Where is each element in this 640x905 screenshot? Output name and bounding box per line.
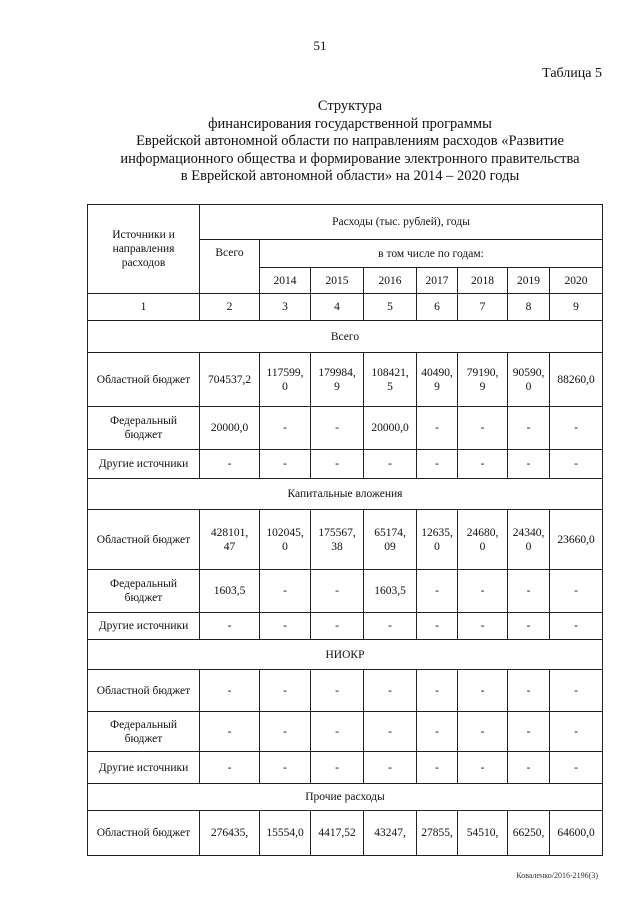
row-value: 24680, 0 <box>458 510 508 570</box>
financing-table <box>87 204 603 856</box>
row-value: 4417,52 <box>311 811 364 856</box>
table-row <box>88 450 603 479</box>
row-value: - <box>364 613 417 640</box>
row-value: - <box>550 450 603 479</box>
row-value: - <box>417 570 458 613</box>
row-value: - <box>311 570 364 613</box>
table-row <box>88 670 603 712</box>
row-source: Другие источники <box>88 450 200 479</box>
title-line: Структура <box>317 98 383 114</box>
row-source: Федеральный бюджет <box>88 570 200 613</box>
column-number: 4 <box>311 294 364 321</box>
row-value: - <box>458 450 508 479</box>
header-year: 2020 <box>550 268 603 294</box>
table-row <box>88 712 603 752</box>
column-number: 1 <box>88 294 200 321</box>
row-value: - <box>200 712 260 752</box>
document-title <box>80 98 620 186</box>
row-value: 179984, 9 <box>311 353 364 407</box>
row-value: - <box>508 752 550 784</box>
row-value: - <box>417 450 458 479</box>
table-row <box>88 752 603 784</box>
row-source: Областной бюджет <box>88 353 200 407</box>
title-line: Еврейской автономной области по направлениям расходов «Развитие <box>136 133 564 149</box>
column-number: 8 <box>508 294 550 321</box>
row-value: - <box>550 670 603 712</box>
table-row <box>88 613 603 640</box>
row-value: - <box>458 670 508 712</box>
row-value: - <box>200 752 260 784</box>
row-value: - <box>260 712 311 752</box>
row-value: 64600,0 <box>550 811 603 856</box>
table-row <box>88 353 603 407</box>
header-by-years: в том числе по годам: <box>260 240 603 268</box>
row-value: - <box>550 407 603 450</box>
table-row <box>88 510 603 570</box>
row-value: 12635, 0 <box>417 510 458 570</box>
row-value: - <box>260 752 311 784</box>
section-title: НИОКР <box>88 640 603 670</box>
row-source: Федеральный бюджет <box>88 712 200 752</box>
section-title: Капитальные вложения <box>88 479 603 510</box>
header-year: 2015 <box>311 268 364 294</box>
title-line: финансирования государственной программы <box>208 115 492 132</box>
row-value: - <box>200 613 260 640</box>
row-source: Областной бюджет <box>88 670 200 712</box>
column-number: 7 <box>458 294 508 321</box>
row-source: Областной бюджет <box>88 510 200 570</box>
row-value: - <box>311 752 364 784</box>
header-year: 2016 <box>364 268 417 294</box>
row-value: - <box>200 450 260 479</box>
row-value: - <box>550 613 603 640</box>
row-value: - <box>417 613 458 640</box>
row-value: - <box>458 570 508 613</box>
header-year: 2017 <box>417 268 458 294</box>
row-value: 15554,0 <box>260 811 311 856</box>
row-value: - <box>458 407 508 450</box>
row-value: - <box>311 407 364 450</box>
row-value: - <box>364 670 417 712</box>
row-value: 175567, 38 <box>311 510 364 570</box>
row-value: - <box>260 450 311 479</box>
row-value: - <box>364 752 417 784</box>
row-value: - <box>364 450 417 479</box>
row-value: 27855, <box>417 811 458 856</box>
row-value: - <box>508 670 550 712</box>
row-value: 54510, <box>458 811 508 856</box>
row-value: - <box>311 712 364 752</box>
row-source: Другие источники <box>88 752 200 784</box>
column-number: 6 <box>417 294 458 321</box>
header-year: 2018 <box>458 268 508 294</box>
row-value: 43247, <box>364 811 417 856</box>
row-value: - <box>458 712 508 752</box>
row-value: - <box>550 570 603 613</box>
header-total: Всего <box>200 240 260 294</box>
table-row <box>88 570 603 613</box>
header-year: 2019 <box>508 268 550 294</box>
row-value: - <box>508 407 550 450</box>
row-value: 20000,0 <box>200 407 260 450</box>
row-value: - <box>417 670 458 712</box>
column-number: 2 <box>200 294 260 321</box>
row-source: Федеральный бюджет <box>88 407 200 450</box>
row-value: - <box>508 450 550 479</box>
row-value: 704537,2 <box>200 353 260 407</box>
row-value: - <box>508 712 550 752</box>
section-title: Всего <box>88 321 603 353</box>
row-value: 428101, 47 <box>200 510 260 570</box>
row-value: 117599, 0 <box>260 353 311 407</box>
row-value: - <box>458 613 508 640</box>
row-value: - <box>311 450 364 479</box>
row-source: Областной бюджет <box>88 811 200 856</box>
header-year: 2014 <box>260 268 311 294</box>
column-number: 9 <box>550 294 603 321</box>
row-value: - <box>260 570 311 613</box>
row-value: 108421, 5 <box>364 353 417 407</box>
row-value: 79190, 9 <box>458 353 508 407</box>
row-value: 40490, 9 <box>417 353 458 407</box>
column-number: 5 <box>364 294 417 321</box>
row-value: 23660,0 <box>550 510 603 570</box>
header-sources: Источники и направления расходов <box>88 205 200 294</box>
row-value: 90590, 0 <box>508 353 550 407</box>
row-value: - <box>364 712 417 752</box>
row-value: 24340, 0 <box>508 510 550 570</box>
row-value: 102045, 0 <box>260 510 311 570</box>
row-value: - <box>508 613 550 640</box>
row-value: - <box>458 752 508 784</box>
row-value: - <box>550 712 603 752</box>
page-number: 51 <box>313 38 327 53</box>
table-row <box>88 811 603 856</box>
row-value: - <box>417 712 458 752</box>
row-value: 66250, <box>508 811 550 856</box>
row-value: - <box>417 407 458 450</box>
row-value: 1603,5 <box>364 570 417 613</box>
row-value: - <box>200 670 260 712</box>
row-source: Другие источники <box>88 613 200 640</box>
footer-code: Коваленко/2016-2196(3) <box>516 871 598 880</box>
row-value: - <box>311 613 364 640</box>
row-value: 276435, <box>200 811 260 856</box>
row-value: - <box>508 570 550 613</box>
row-value: 20000,0 <box>364 407 417 450</box>
title-line: в Еврейской автономной области» на 2014 – 2020 годы <box>180 168 520 184</box>
row-value: - <box>260 670 311 712</box>
header-expenses: Расходы (тыс. рублей), годы <box>200 205 603 240</box>
row-value: 1603,5 <box>200 570 260 613</box>
title-line: информационного общества и формирование электронного правительства <box>120 150 580 167</box>
table-label: Таблица 5 <box>542 66 602 81</box>
section-title: Прочие расходы <box>88 784 603 811</box>
row-value: 65174, 09 <box>364 510 417 570</box>
row-value: - <box>260 613 311 640</box>
column-number: 3 <box>260 294 311 321</box>
row-value: - <box>311 670 364 712</box>
row-value: - <box>417 752 458 784</box>
row-value: - <box>550 752 603 784</box>
row-value: 88260,0 <box>550 353 603 407</box>
row-value: - <box>260 407 311 450</box>
table-row <box>88 407 603 450</box>
